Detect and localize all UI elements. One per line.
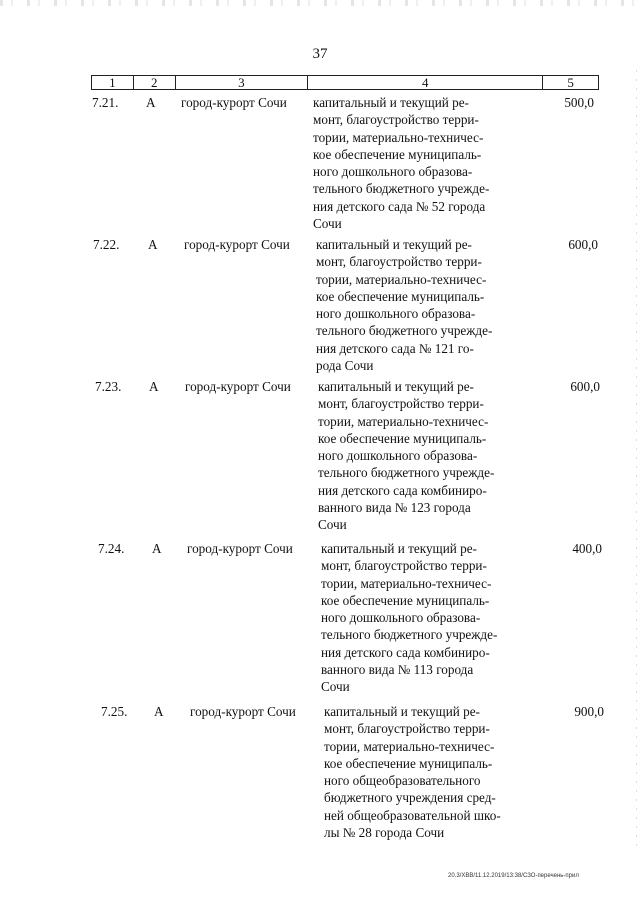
description-line: ного дошкольного образова-: [313, 164, 473, 180]
description-line: ного дошкольного образова-: [321, 610, 481, 626]
header-col-2: 2: [134, 76, 176, 89]
description-line: монт, благоустройство терри-: [324, 721, 490, 737]
row-number: 7.22.: [93, 237, 120, 252]
row-category: А: [152, 541, 162, 556]
row-category: А: [154, 704, 164, 719]
description-line: кое обеспечение муниципаль-: [318, 430, 487, 446]
row-amount: 600,0: [570, 379, 600, 394]
footer-stamp: 20.3/ХВВ/11.12.2019/13:38/СЗО-перечень-прил: [448, 873, 579, 879]
description-line: ния детского сада № 121 го-: [316, 340, 474, 356]
row-description: [321, 540, 531, 696]
description-line: капитальный и текущий ре-: [313, 95, 469, 110]
row-city: город-курорт Сочи: [185, 379, 291, 394]
scan-edge-right: [636, 70, 637, 850]
description-line: тории, материально-техничес-: [321, 575, 492, 591]
description-line: кое обеспечение муниципаль-: [313, 146, 482, 162]
row-amount: 900,0: [574, 704, 604, 719]
table-header: [91, 75, 599, 90]
description-line: кое обеспечение муниципаль-: [316, 288, 485, 304]
description-line: тории, материально-техничес-: [316, 271, 487, 287]
row-city: город-курорт Сочи: [187, 541, 293, 556]
row-number: 7.21.: [92, 95, 119, 110]
row-amount: 600,0: [568, 237, 598, 252]
description-line: кое обеспечение муниципаль-: [321, 592, 490, 608]
row-city: город-курорт Сочи: [184, 237, 290, 252]
row-amount: 500,0: [564, 95, 594, 110]
row-description: [318, 378, 528, 534]
description-line: монт, благоустройство терри-: [313, 112, 479, 128]
row-number: 7.25.: [101, 704, 128, 719]
row-city: город-курорт Сочи: [190, 704, 296, 719]
description-line: капитальный и текущий ре-: [316, 237, 472, 252]
description-line: монт, благоустройство терри-: [318, 396, 484, 412]
row-amount: 400,0: [572, 541, 602, 556]
header-col-3: 3: [176, 76, 308, 89]
description-line: ванного вида № 113 города: [321, 662, 474, 678]
description-line: тельного бюджетного учрежде-: [318, 465, 495, 481]
description-line: ния детского сада № 52 города: [313, 198, 486, 214]
row-description: [316, 236, 526, 374]
description-line: ванного вида № 123 города: [318, 500, 471, 516]
description-line: рода Сочи: [316, 358, 374, 374]
description-line: ния детского сада комбиниро-: [318, 482, 487, 498]
row-number: 7.23.: [95, 379, 122, 394]
row-description: [313, 94, 523, 232]
description-line: монт, благоустройство терри-: [316, 254, 482, 270]
description-line: тельного бюджетного учрежде-: [321, 627, 498, 643]
description-line: тельного бюджетного учрежде-: [313, 181, 490, 197]
header-col-1: 1: [92, 76, 134, 89]
description-line: Сочи: [318, 517, 347, 533]
description-line: ния детского сада комбиниро-: [321, 644, 490, 660]
description-line: ней общеобразовательной шко-: [324, 807, 501, 823]
description-line: ного общеобразовательного: [324, 773, 481, 789]
row-category: А: [148, 237, 158, 252]
row-number: 7.24.: [98, 541, 125, 556]
row-description: [324, 703, 534, 841]
description-line: кое обеспечение муниципаль-: [324, 755, 493, 771]
description-line: капитальный и текущий ре-: [318, 379, 474, 394]
description-line: тории, материально-техничес-: [313, 129, 484, 145]
description-line: монт, благоустройство терри-: [321, 558, 487, 574]
header-col-4: 4: [308, 76, 543, 89]
description-line: тории, материально-техничес-: [324, 738, 495, 754]
description-line: тельного бюджетного учрежде-: [316, 323, 493, 339]
row-category: А: [149, 379, 159, 394]
description-line: Сочи: [321, 679, 350, 695]
header-col-5: 5: [567, 75, 574, 90]
description-line: бюджетного учреждения сред-: [324, 790, 496, 806]
description-line: тории, материально-техничес-: [318, 413, 489, 429]
row-city: город-курорт Сочи: [181, 95, 287, 110]
description-line: лы № 28 города Сочи: [324, 825, 445, 841]
scan-noise-top: [0, 0, 640, 6]
description-line: капитальный и текущий ре-: [324, 704, 480, 719]
page-number: 37: [312, 46, 328, 62]
description-line: ного дошкольного образова-: [316, 306, 476, 322]
description-line: капитальный и текущий ре-: [321, 541, 477, 556]
description-line: ного дошкольного образова-: [318, 448, 478, 464]
description-line: Сочи: [313, 216, 342, 232]
row-category: А: [146, 95, 156, 110]
